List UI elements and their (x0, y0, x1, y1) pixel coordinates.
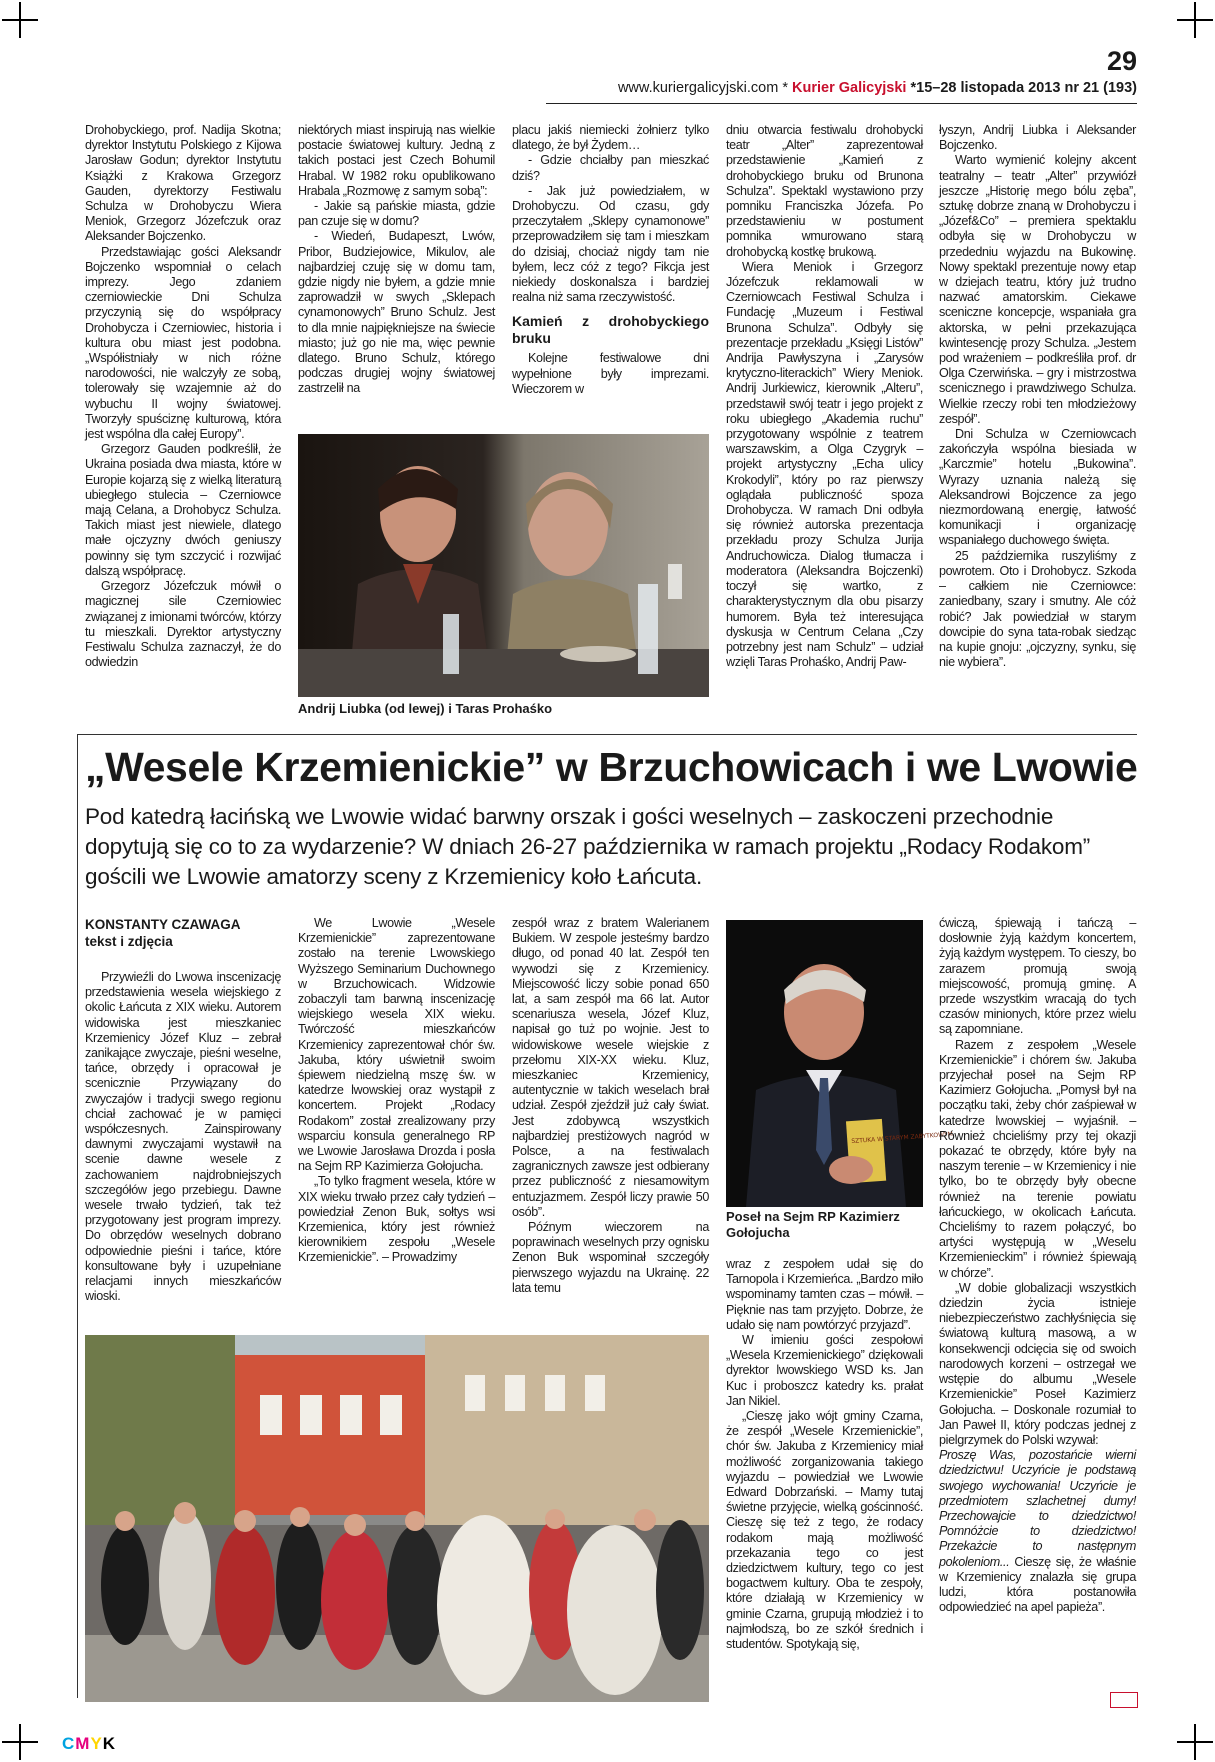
paragraph: We Lwowie „Wesele Krzemienickie” zaprezentowane zostało na terenie Lwowskiego Wyższego Seminarium Duchownego w Brzuchowicach. Widzowie zobaczyli tam barwną inscenizację wiejskiego wesela XIX wieku. Twórczość mieszkańców Krzemienicy zaprezentował chór św. Jakuba, który uświetnił swoim śpiewem niedzielną mszę św. w katedrze lwowskiej oraz wystąpił z koncertem. Projekt „Rodacy Rodakom” został zrealizowany przy wsparciu konsula generalnego RP we Lwowie Jarosława Drozda i posła na Sejm RP Kazimierza Gołojucha. (298, 916, 495, 1174)
paragraph: Grzegorz Józefczuk mówił o magicznej sile Czerniowiec związanej z imionami twórców, którzy tu mieszkali. Dyrektor artystyczny Festiwalu Schulza zaznaczył, że do odwiedzin (85, 579, 281, 670)
main-article-col-2 (298, 916, 495, 1266)
paragraph: Przedstawiając gości Aleksandr Bojczenko wspomniał o celach imprezy. Jego zdaniem czerniowieckie Dni Schulza przyczynią się do współpracy Drohobycza i Czerniowiec, historia i kultura obu miast jest podobna. „Współistniały w nich różne narodowości, nie walczyły ze sobą, tolerowały się wzajemnie aż do wybuchu II wojny światowej. Tworzyły spuściznę kulturową, która jest wspólna dla całej Europy”. (85, 244, 281, 442)
top-article-col-2 (298, 123, 495, 397)
article-lead: Pod katedrą łacińską we Lwowie widać barwny orszak i gości weselnych – zaskoczeni przechodnie dopytują się co to za wydarzenie? W dniach 26-27 października w ramach projektu „Rodacy Rodakom” gościli we Lwowie amatorzy sceny z Krzemienicy koło Łańcuta. (85, 804, 1091, 889)
paragraph: „W dobie globalizacji wszystkich dziedzin życia istnieje niebezpieczeństwo zachłyśnięcia się światową kulturą masową, a w konsekwencji odcięcia się od swoich narodowych korzeni – ostrzegał we wstępie do albumu „Wesele Krzemienickie” Poseł Kazimierz Gołojucha. – Doskonale rozumiał to Jan Paweł II, który podczas jednej z pielgrzymek do Polski wzywał: (939, 1280, 1136, 1447)
byline-author: KONSTANTY CZAWAGA (85, 917, 241, 932)
paragraph: łyszyn, Andrij Liubka i Aleksander Bojczenko. (939, 123, 1136, 153)
main-article-col-3 (512, 916, 709, 1296)
paragraph: Warto wymienić kolejny akcent teatralny – teatr „Alter” przywiózł jeszcze „Historię mego bólu zęba”, sztukę dobrze znaną w Drohobyczu i „Józef&Co” – premiera spektaklu odbyła się w Drohobyczu w przededniu wyjazdu na Bukowinę. Nowy spektakl prezentuje nowy etap w dziejach teatru, który już trudno nazwać amatorskim. Ciekawe sceniczne koncepcje, wspaniała gra aktorska, w pełni przekazująca kwintesencję prozy Schulza. „Jestem pod wrażeniem – podkreśliła prof. dr Olga Czerwińska. – gry i mistrzostwa scenicznego i prawdziwego Schulza. Wielkie rzeczy robi ten młodzieżowy zespół”. (939, 153, 1136, 426)
top-article-col-4 (726, 123, 923, 670)
paragraph: Przywieźli do Lwowa inscenizację przedstawienia wesela wiejskiego z okolic Łańcuta z XIX wieku. Autorem widowiska jest mieszkaniec Krzemienicy Józef Kluz – zebrał zanikające zwyczaje, pieśni weselne, tańce, obrzędy i opracował je scenicznie Przywiązany do zwyczajów i tradycji swego regionu chciał zachować je w pamięci współczesnych. Zainspirowany dawnymi zwyczajami wystawił na scenie dawne wesele z zachowaniem najdrobniejszych szczegółów jego przebiegu. Dawne wesele trwało tydzień, tak też przygotowany jest program imprezy. Do obrzędów weselnych dobrano odpowiednie pieśni i tańce, które konsultowane były i uzupełniane relacjami innych mieszkańców wioski. (85, 970, 281, 1304)
paragraph: Wiera Meniok i Grzegorz Józefczuk reklamowali w Czerniowcach Festiwal Schulza i Fundację „Muzeum i Festiwal Brunona Schulza”. Odbyły się prezentacje przekładu „Księgi Listów” Andrija Pawłyszyna i „Zarysów krytyczno-literackich” Wiery Meniok. Andrij Jurkiewicz, kierownik „Alteru”, przedstawił swój teatr i jego projekt z roku ubiegłego „Akademia ruchu” przygotowany wspólnie z teatrem warszawskim, a Olga Czygryk – projekt artystyczny „Echa ulicy Krokodyli”, który po raz pierwszy oglądała publiczność spoza Drohobycza. W ramach Dni odbyła się również autorska prezentacja przekładu prozy Schulza Jurija Andruchowicza. Dialog tłumacza i moderatora (Aleksandra Bojczenki) toczył się wartko, z charakterystycznym dla obu pisarzy humorem. Była też interesująca dyskusja w Centrum Celana „Czy potrzebny jest nam Schulz” – udział wzięli Taras Prohaśko, Andrij Paw- (726, 259, 923, 670)
paragraph: placu jakiś niemiecki żołnierz tylko dlatego, że był Żydem… (512, 123, 709, 153)
paragraph: Grzegorz Gauden podkreślił, że Ukraina posiada dwa miasta, które w Europie kojarzą się z wielką literaturą ubiegłego stulecia – Czerniowce mają Celana, a Drohobycz Schulza. Takich miast jest niewiele, dlatego małe ojczyzny dwóch geniuszy powinny się tym szczycić i rozwijać dalszą współpracę. (85, 442, 281, 578)
page-number: 29 (1106, 46, 1137, 76)
crop-mark-top-right (1177, 2, 1213, 38)
end-mark (1110, 1692, 1138, 1708)
paragraph: Razem z zespołem „Wesele Krzemienickie” i chórem św. Jakuba przyjechał poseł na Sejm RP Kazimierz Gołojucha. „Pomysł był na początku taki, żeby chór zaśpiewał w katedrze lwowskiej – wyjaśnił. – Również chcieliśmy przy tej okazji pokazać te obrzędy, które były na naszym terenie – w Krzemienicy i nie tylko, bo te obrzędy były obecne również na terenie powiatu łańcuckiego, w okolicach Łańcuta. Chcieliśmy to razem połączyć, bo artyści występują w „Weselu Krzemienieckim” i również śpiewają w chórze”. (939, 1037, 1136, 1280)
portrait-photo (726, 920, 954, 1207)
paragraph: - Jak już powiedziałem, w Drohobyczu. Od czasu, gdy przeczytałem „Sklepy cynamonowe” przeprowadziłem się tam i mieszkam do dzisiaj, chociaż nigdy tam nie byłem, lecz cóż z tego? Fikcja jest niekiedy doskonalsza i bardziej realna niż sama rzeczywistość. (512, 183, 709, 305)
paragraph: - Jakie są pańskie miasta, gdzie pan czuje się w domu? (298, 199, 495, 229)
crop-mark-bottom-left (2, 1724, 38, 1760)
cmyk-k: K (102, 1734, 117, 1753)
paragraph: niektórych miast inspirują nas wielkie postacie światowej kultury. Jedną z takich postaci jest Czech Bohumil Hrabal. W 1982 roku opublikowano Hrabala „Rozmowę z samym sobą”: (298, 123, 495, 198)
folk-dancers-photo (85, 1335, 709, 1702)
paragraph: wraz z zespołem udał się do Tarnopola i Krzemieńca. „Bardzo miło wspominamy tamten czas – mówił. – Pięknie nas tam przyjęto. Dobrze, że udało się nam powtórzyć przyjazd”. (726, 1257, 923, 1332)
portrait-caption: Poseł na Sejm RP Kazimierz Gołojucha (726, 1209, 900, 1240)
paragraph: W imieniu gości zespołowi „Wesela Krzemienickiego” dziękowali dyrektor lwowskiego WSD ks. Jan Kuc i proboszcz katedry ks. prałat Jan Nikiel. (726, 1333, 923, 1408)
main-article-col-4 (726, 1257, 923, 1652)
article-closing: Cieszę się, że właśnie w Krzemienicy znalazła się grupa ludzi, która postanowiła odpowiedzieć na apel papieża”. (939, 1554, 1136, 1615)
byline (85, 916, 281, 950)
paragraph: „To tylko fragment wesela, które w XIX wieku trwało przez cały tydzień – powiedział Zenon Buk, sołtys wsi Krzemienica, który jest również kierownikiem zespołu „Wesele Krzemienickie”. – Prowadzimy (298, 1174, 495, 1265)
cmyk-m: M (75, 1734, 91, 1753)
wedding-dance-photo (85, 1335, 709, 1702)
top-article-col-1 (85, 123, 281, 670)
politician-portrait (726, 920, 954, 1207)
paragraph: dniu otwarcia festiwalu drohobycki teatr „Alter” zaprezentował przedstawienie „Kamień z drohobyckiego bruku od Brunona Schulza”. Spektakl wystawiono przy pomniku Franciszka Józefa. Po przedstawieniu w postument pomnika wmurowano starą drohobycką kostkę brukową. (726, 123, 923, 259)
cmyk-mark (62, 1734, 116, 1754)
paragraph: - Gdzie chciałby pan mieszkać dziś? (512, 153, 709, 183)
paragraph: - Wiedeń, Budapeszt, Lwów, Pribor, Budziejowice, Mikulov, ale najbardziej czuję się w domu tam, gdzie nigdy nie byłem, a gdzie mnie zaprowadził w swych „Sklepach cynamonowych” Bruno Schulz. Jest to dla mnie najpiękniejsze na świecie miasto; już go nie ma, więc pewnie dlatego. Bruno Schulz, którego podczas drugiej wojny światowej zastrzelił na (298, 229, 495, 396)
crop-mark-top-left (2, 2, 38, 38)
header-website[interactable]: www.kuriergalicyjski.com (617, 80, 779, 96)
crop-mark-bottom-right (1177, 1724, 1213, 1760)
pope-quote: Proszę Was, pozostańcie wierni dziedzictwu! Uczyńcie je podstawą swojego wychowania! Uczyńcie je przedmiotem szlachetnej dumy! Przechowajcie to dziedzictwo! Pomnóżcie to dziedzictwo! Przekażcie to następnym pokoleniom... (939, 1448, 1136, 1569)
paragraph: Kolejne festiwalowe dni wypełnione były imprezami. Wieczorem w (512, 351, 709, 396)
article-frame-left (77, 734, 78, 1698)
paragraph: „Cieszę jako wójt gminy Czarna, że zespół „Wesele Krzemienickie”, chór św. Jakuba z Krzemienicy miał możliwość zorganizowania takiego wyjazdu – powiedział we Lwowie Edward Dobrzański. – Mamy tutaj świetne przyjęcie, wielką gościnność. Cieszę się też z tego, że rodacy rodakom mają możliwość przekazania tego co jest dziedzictwem kultury, tego co jest bogactwem kultury. Oba te zespoły, które działają w Krzemienicy w gminie Czarna, grupują młodzież i to najmłodszą, bo ze szkół średnich i studentów. Spotykają się, (726, 1409, 923, 1652)
article-headline: „Wesele Krzemienickie” w Brzuchowicach i we Lwowie (85, 744, 1138, 790)
paragraph: ćwiczą, śpiewają i tańczą – dosłownie żyją każdym koncertem, żyją każdym występem. To cieszy, bo zarazem promują swoją miejscowość, promują gminę. A przede wszystkim wracają do tych czasów minionych, które przez wielu są zapomniane. (939, 916, 1136, 1037)
paragraph: zespół wraz z bratem Walerianem Bukiem. W zespole jesteśmy bardzo długo, od ponad 40 lat. Zespół ten wywodzi się z Krzemienicy. Miejscowość liczy sobie ponad 650 lat, a sam zespół ma 66 lat. Autor scenariusza wesela, Józef Kluz, napisał go tuż po wojnie. Jest to widowiskowe wesele wiejskie z przełomu XIX-XX wieku. Kluz, mieszkaniec Krzemienicy, autentycznie w takich weselach brał udział. Zespół zjeździł już cały świat. Jest zdobywcą wszystkich najbardziej prestiżowych nagród w Polsce, a na festiwalach zagranicznych zawsze jest odbierany przez publiczność z niesamowitym entuzjazmem. Zespół liczy prawie 50 osób”. (512, 916, 709, 1219)
header-issue: *15–28 listopada 2013 nr 21 (193) (910, 80, 1137, 96)
main-article-col-5 (939, 916, 1136, 1615)
page-header (546, 80, 1137, 96)
byline-role: tekst i zdjęcia (85, 934, 173, 949)
paragraph: Dni Schulza w Czerniowcach zakończyła wspólna biesiada w „Karczmie” hotelu „Bukowina”. Wyrazy uznania należą się Aleksandrowi Bojczence za jego niezmordowaną energię, łatwość komunikacji i organizację wspaniałego duchowego święta. (939, 427, 1136, 548)
book-title: SZTUKA W STARYM ZABYTKOWYM (851, 1130, 954, 1145)
two-men-photo (298, 434, 709, 697)
top-article-col-5 (939, 123, 1136, 670)
header-brand: Kurier Galicyjski (792, 80, 907, 96)
article-frame-top (77, 734, 1137, 735)
cmyk-y: Y (90, 1734, 103, 1753)
paragraph: 25 października ruszyliśmy z powrotem. Oto i Drohobycz. Szkoda – całkiem nie Czerniowce: zaniedbany, szary i smutny. Ale cóż robić? Jak powiedział w starym dowcipie do syna tata-robak siedząc na kupie gnoju: „ojczyzny, synku, się nie wybiera”. (939, 548, 1136, 670)
paragraph: Drohobyckiego, prof. Nadija Skotna; dyrektor Instytutu Polskiego z Kijowa Jarosław Godun; dyrektor Instytutu Książki z Krakowa Grzegorz Gauden, dyrektorzy Festiwalu Schulza w Drohobyczu Wiera Meniok, Grzegorz Józefczuk oraz Aleksander Bojczenko. (85, 123, 281, 244)
cmyk-c: C (62, 1734, 76, 1753)
header-rule (546, 103, 1137, 104)
top-photo-caption: Andrij Liubka (od lewej) i Taras Prohaśko (298, 701, 553, 716)
header-separator: * (782, 80, 788, 96)
top-article-col-3 (512, 123, 709, 397)
paragraph: Późnym wieczorem na poprawinach weselnych przy ognisku Zenon Buk wspominał szczegóły pierwszego wyjazdu na Ukrainę. 22 lata temu (512, 1220, 709, 1295)
main-article-col-1 (85, 916, 281, 1304)
top-photo (298, 434, 709, 697)
section-heading: Kamień z drohobyckiego bruku (512, 313, 709, 347)
